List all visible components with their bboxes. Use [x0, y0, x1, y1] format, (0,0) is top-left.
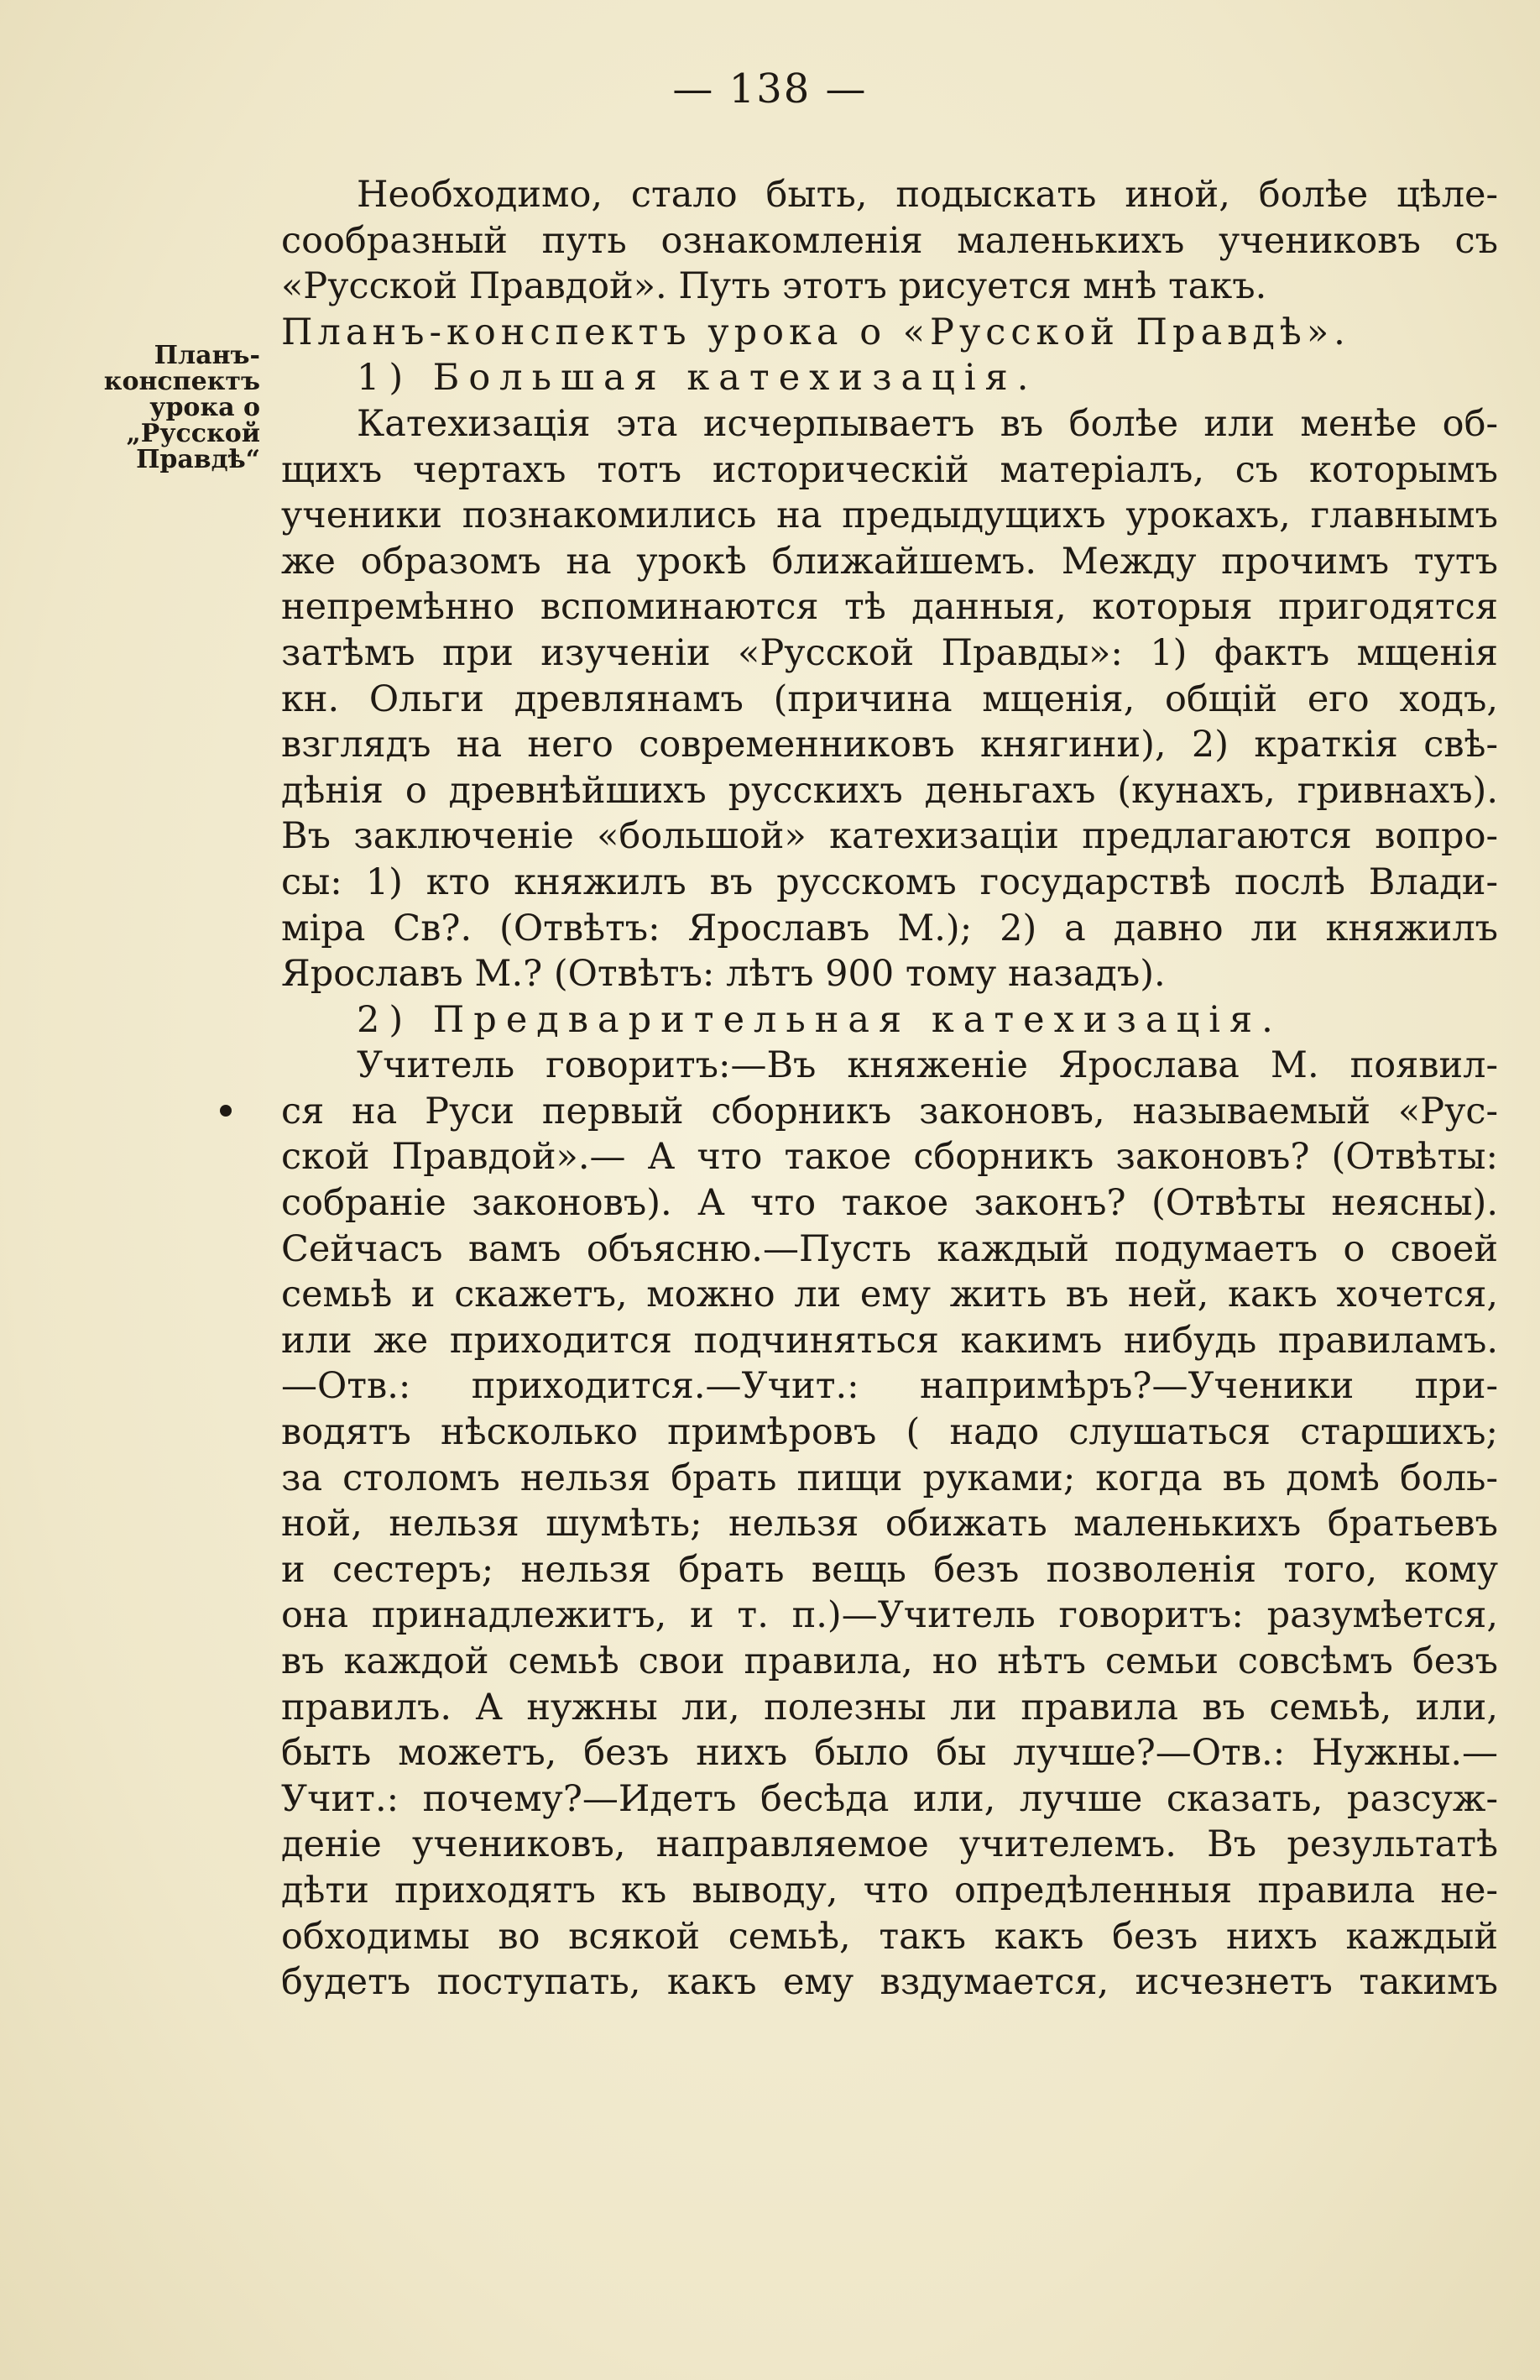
paragraph-line: Учит.: почему?—Идетъ бесѣда или, лучше сказать, разсуж- [281, 1777, 1498, 1820]
paragraph-line: кн. Ольги древлянамъ (причина мщенія, общій его ходъ, [281, 677, 1498, 720]
paragraph-line: міра Св?. (Отвѣтъ: Ярославъ М.); 2) а давно ли княжилъ [281, 907, 1498, 949]
paragraph-line: взглядъ на него современниковъ княгини), 2) краткія свѣ- [281, 724, 1498, 766]
section-heading: Планъ-конспектъ урока о «Русской Правдѣ». [281, 311, 1350, 353]
paragraph-line: Учитель говоритъ:—Въ княженіе Ярослава М. появил- [357, 1044, 1498, 1087]
paragraph-line: сы: 1) кто княжилъ въ русскомъ государствѣ послѣ Влади- [281, 860, 1498, 903]
paragraph-line: или же приходится подчиняться какимъ нибудь правиламъ. [281, 1319, 1498, 1362]
intro-line: «Русской Правдой». Путь этотъ рисуется мнѣ такъ. [281, 265, 1267, 308]
paragraph-line: ся на Руси первый сборникъ законовъ, называемый «Рус- [281, 1090, 1498, 1132]
paragraph-line: Катехизація эта исчерпываетъ въ болѣе или менѣе об- [357, 402, 1498, 445]
paragraph-line: водятъ нѣсколько примѣровъ ( надо слушаться старшихъ; [281, 1411, 1498, 1454]
intro-line: Необходимо, стало быть, подыскать иной, болѣе цѣле- [357, 174, 1498, 216]
paragraph-line: быть можетъ, безъ нихъ было бы лучше?—Отв.: Нужны.— [281, 1732, 1498, 1775]
main-text [281, 172, 1498, 2006]
margin-note-line: конспектъ [103, 367, 260, 396]
ink-speck [220, 1105, 232, 1117]
paragraph-line: непремѣнно вспоминаются тѣ данныя, которыя пригодятся [281, 586, 1498, 629]
paragraph-line: собраніе законовъ). А что такое законъ? (Отвѣты неясны). [281, 1182, 1498, 1225]
paragraph-line: за столомъ нельзя брать пищи руками; когда въ домѣ боль- [281, 1457, 1498, 1499]
intro-line: сообразный путь ознакомленія маленькихъ учениковъ съ [281, 219, 1498, 262]
margin-note-line: Планъ- [154, 341, 260, 370]
paragraph-line: въ каждой семьѣ свои правила, но нѣтъ семьи совсѣмъ безъ [281, 1640, 1498, 1682]
paragraph-line: Сейчасъ вамъ объясню.—Пусть каждый подумаетъ о своей [281, 1227, 1498, 1270]
paragraph-line: дѣти приходятъ къ выводу, что опредѣленныя правила не- [281, 1869, 1498, 1912]
margin-note [50, 343, 260, 473]
margin-note-line: „Русской [126, 419, 260, 448]
paragraph-line: и сестеръ; нельзя брать вещь безъ позволенія того, кому [281, 1548, 1498, 1591]
paragraph-line: правилъ. А нужны ли, полезны ли правила въ семьѣ, или, [281, 1686, 1498, 1729]
paragraph-line: обходимы во всякой семьѣ, такъ какъ безъ нихъ каждый [281, 1915, 1498, 1958]
paragraph-line: ской Правдой».— А что такое сборникъ законовъ? (Отвѣты: [281, 1136, 1498, 1179]
paragraph-line: ной, нельзя шумѣть; нельзя обижать маленькихъ братьевъ [281, 1503, 1498, 1546]
paragraph-line: будетъ поступать, какъ ему вздумается, исчезнетъ такимъ [281, 1961, 1498, 2004]
margin-note-line: урока о [149, 393, 260, 422]
paragraph-line: же образомъ на урокѣ ближайшемъ. Между прочимъ тутъ [281, 540, 1498, 583]
paragraph-line: ученики познакомились на предыдущихъ урокахъ, главнымъ [281, 494, 1498, 537]
paragraph-line: —Отв.: приходится.—Учит.: напримѣръ?—Ученики при- [281, 1365, 1498, 1408]
page-number: — 138 — [672, 65, 868, 112]
margin-note-line: Правдѣ“ [136, 445, 260, 474]
paragraph-line: дѣнія о древнѣйшихъ русскихъ деньгахъ (кунахъ, гривнахъ). [281, 769, 1498, 812]
paragraph-line: семьѣ и скажетъ, можно ли ему жить въ ней, какъ хочется, [281, 1274, 1498, 1316]
paragraph-line: Ярославъ М.? (Отвѣтъ: лѣтъ 900 тому назадъ). [281, 953, 1166, 996]
paragraph-line: Въ заключеніе «большой» катехизаціи предлагаются вопро- [281, 815, 1498, 858]
paragraph-line: затѣмъ при изученіи «Русской Правды»: 1) фактъ мщенія [281, 631, 1498, 674]
paragraph-line: она принадлежитъ, и т. п.)—Учитель говоритъ: разумѣется, [281, 1594, 1498, 1637]
paragraph-line: деніе учениковъ, направляемое учителемъ. Въ результатѣ [281, 1823, 1498, 1866]
paragraph-line: щихъ чертахъ тотъ историческій матеріалъ, съ которымъ [281, 448, 1498, 491]
section-2-title: 2) Предварительная катехизація. [357, 998, 1282, 1041]
section-1-title: 1) Большая катехизація. [357, 357, 1038, 400]
